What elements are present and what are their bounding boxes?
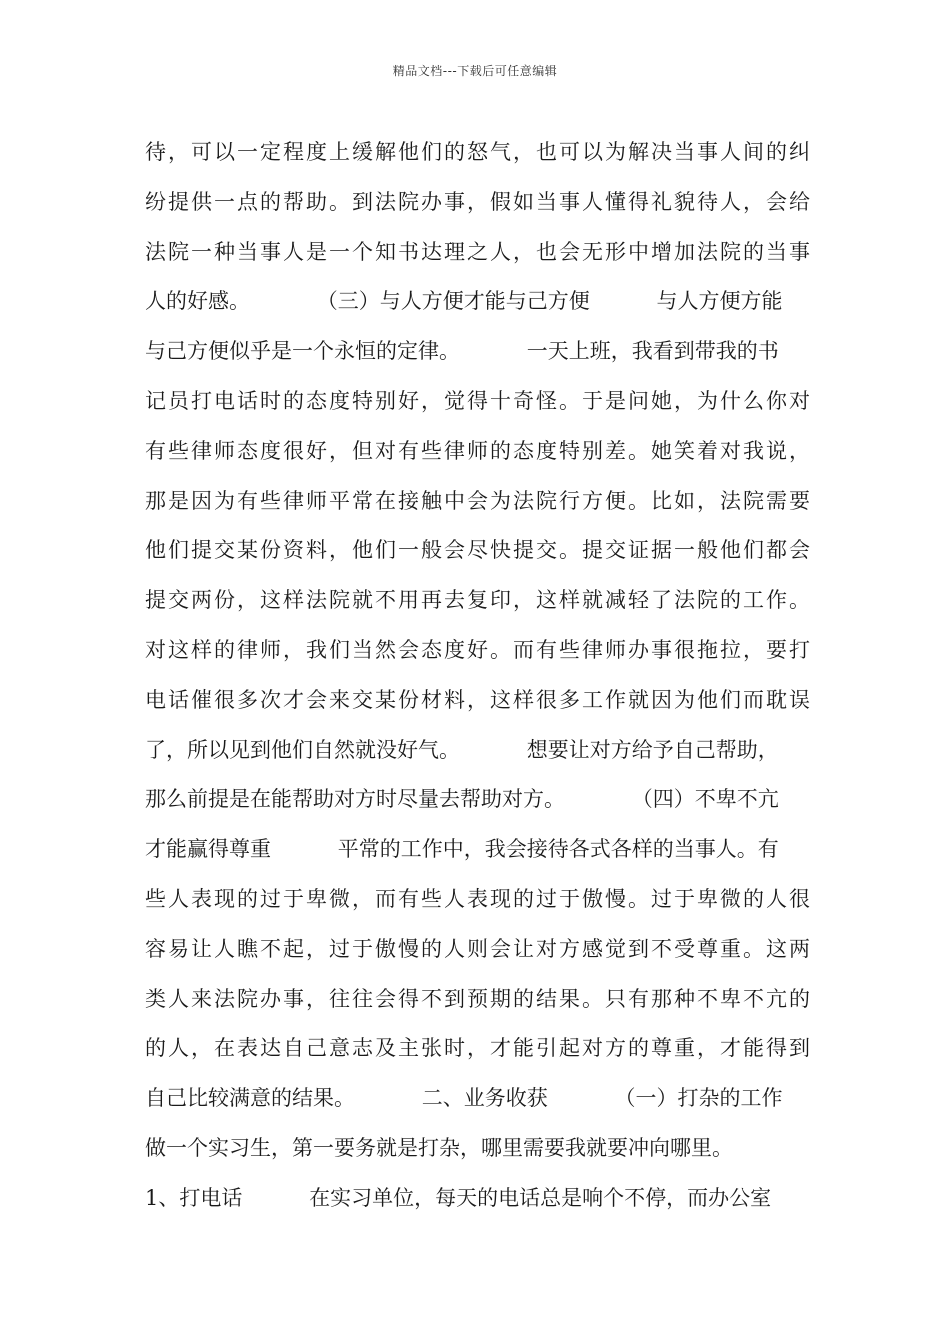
text-line: 的人，在表达自己意志及主张时，才能引起对方的尊重，才能得到 [145,1036,810,1061]
text-line: 提交两份，这样法院就不用再去复印，这样就减轻了法院的工作。 [145,588,810,613]
text-line: 才能赢得尊重 平常的工作中，我会接待各式各样的当事人。有 [145,837,779,862]
text-line: 法院一种当事人是一个知书达理之人，也会无形中增加法院的当事 [145,239,810,264]
text-line: 纷提供一点的帮助。到法院办事，假如当事人懂得礼貌待人，会给 [145,189,810,214]
text-line: 记员打电话时的态度特别好，觉得十奇怪。于是问她，为什么你对 [145,388,810,413]
text-line: 些人表现的过于卑微，而有些人表现的过于傲慢。过于卑微的人很 [145,886,810,911]
document-body [145,128,810,1224]
text-line: 了，所以见到他们自然就没好气。 想要让对方给予自己帮助， [145,737,779,762]
text-line: 与己方便似乎是一个永恒的定律。 一天上班，我看到带我的书 [145,339,779,364]
text-line: 电话催很多次才会来交某份材料，这样很多工作就因为他们而耽误 [145,687,810,712]
text-line: 自己比较满意的结果。 二、业务收获 （一）打杂的工作 [145,1086,783,1111]
text-line: 容易让人瞧不起，过于傲慢的人则会让对方感觉到不受尊重。这两 [145,936,810,961]
text-line: 有些律师态度很好，但对有些律师的态度特别差。她笑着对我说， [145,438,810,463]
text-line: 那么前提是在能帮助对方时尽量去帮助对方。 （四）不卑不亢 [145,787,779,812]
text-line: 做一个实习生，第一要务就是打杂，哪里需要我就要冲向哪里。 [145,1135,733,1160]
page-header: 精品文档---下载后可任意编辑 [392,64,558,78]
text-line: 1、打电话 在实习单位，每天的电话总是响个不停，而办公室 [145,1185,772,1210]
text-line: 人的好感。 （三）与人方便才能与己方便 与人方便方能 [145,289,783,314]
text-line: 他们提交某份资料，他们一般会尽快提交。提交证据一般他们都会 [145,538,810,563]
text-line: 类人来法院办事，往往会得不到预期的结果。只有那种不卑不亢的 [145,986,810,1011]
text-line: 那是因为有些律师平常在接触中会为法院行方便。比如，法院需要 [145,488,810,513]
text-line: 待，可以一定程度上缓解他们的怒气，也可以为解决当事人间的纠 [145,140,810,164]
text-line: 对这样的律师，我们当然会态度好。而有些律师办事很拖拉，要打 [145,637,810,662]
